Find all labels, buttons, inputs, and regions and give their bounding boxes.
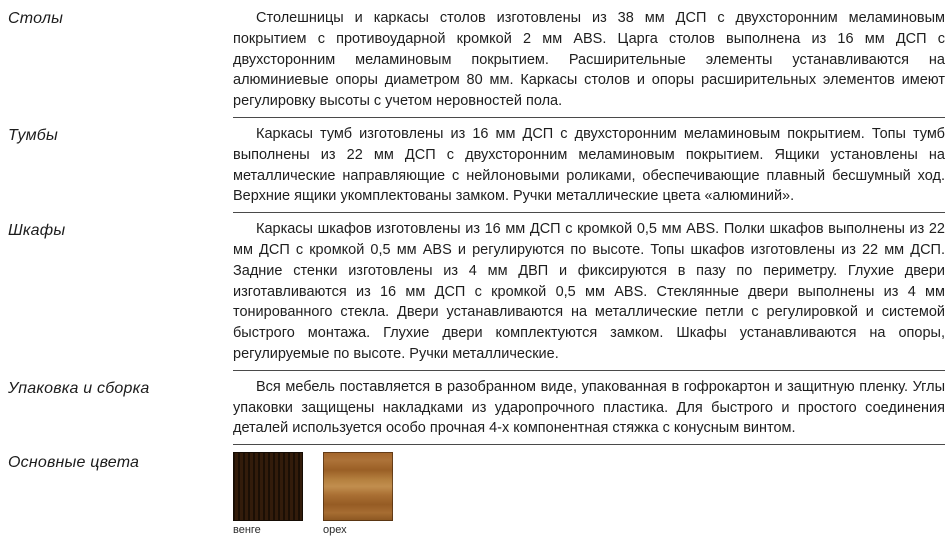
section-text-packaging: Вся мебель поставляется в разобранном виде, упакованная в гофрокартон и защитную пленку. Углы упаковки защищены накладками из ударопрочного пластика. Для быстрого и простого соединения деталей используется особо прочная 4-х компонентная стяжка с конусным винтом. (233, 378, 945, 437)
section-colors (8, 444, 945, 537)
swatch-label-wenge: венге (233, 524, 261, 537)
heading-column (8, 444, 233, 537)
section-text-cabinets: Каркасы шкафов изготовлены из 16 мм ДСП с кромкой 0,5 мм ABS. Полки шкафов выполнены из 22 мм ДСП с кромкой 0,5 мм ABS и регулируются по высоте. Топы шкафов изготовлены из 22 мм ДСП. Задние стенки изготовлены из 4 мм ДВП и фиксируются в пазу по периметру. Глухие двери изготавливаются из 16 мм ДСП с кромкой 0,5 мм ABS. Стеклянные двери выполнены из 4 мм тонированного стекла. Двери устанавливаются на металлические петли с регулировкой и системой быстрого монтажа. Глухие двери комплектуются замком. Шкафы устанавливаются на опоры, регулируемые по высоте. Ручки металлические. (233, 221, 945, 362)
color-swatch-wenge (233, 452, 303, 521)
heading-column (8, 370, 233, 439)
content-column (233, 370, 945, 439)
content-column (233, 8, 945, 112)
section-heading-tables: Столы (8, 10, 64, 27)
heading-column (8, 117, 233, 207)
section-packaging (8, 370, 945, 439)
content-column (233, 117, 945, 207)
swatch-label-walnut: орех (323, 524, 347, 537)
heading-column (8, 212, 233, 365)
section-pedestals (8, 117, 945, 207)
section-text-tables: Столешницы и каркасы столов изготовлены из 38 мм ДСП с двухсторонним меламиновым покрытием с противоударной кромкой 2 мм ABS. Царга столов выполнена из 16 мм ДСП с двухсторонним меламиновым покрытием. Расширительные элементы устанавливаются на алюминиевые опоры диаметром 80 мм. Каркасы столов и опоры расширительных элементов имеют регулировку высоты с учетом неровностей пола. (233, 10, 945, 110)
heading-column (8, 8, 233, 112)
section-cabinets (8, 212, 945, 365)
color-swatches (233, 451, 945, 537)
section-heading-cabinets: Шкафы (8, 222, 66, 240)
section-heading-pedestals: Тумбы (8, 126, 58, 144)
section-text-pedestals: Каркасы тумб изготовлены из 16 мм ДСП с двухсторонним меламиновым покрытием. Топы тумб выполнены из 22 мм ДСП с двухсторонним меламиновым покрытием. Ящики установлены на металлические направляющие с нейлоновыми роликами, обеспечивающие плавный бесшумный ход. Верхние ящики укомплектованы замком. Ручки металлические цвета «алюминий». (233, 125, 945, 205)
swatch-item-wenge (233, 452, 303, 537)
color-swatch-walnut (323, 452, 393, 521)
section-heading-packaging: Упаковка и сборка (8, 379, 150, 397)
content-column (233, 444, 945, 537)
section-tables (8, 8, 945, 112)
content-column (233, 212, 945, 365)
section-heading-colors: Основные цвета (8, 454, 140, 472)
swatch-item-walnut (323, 452, 393, 537)
